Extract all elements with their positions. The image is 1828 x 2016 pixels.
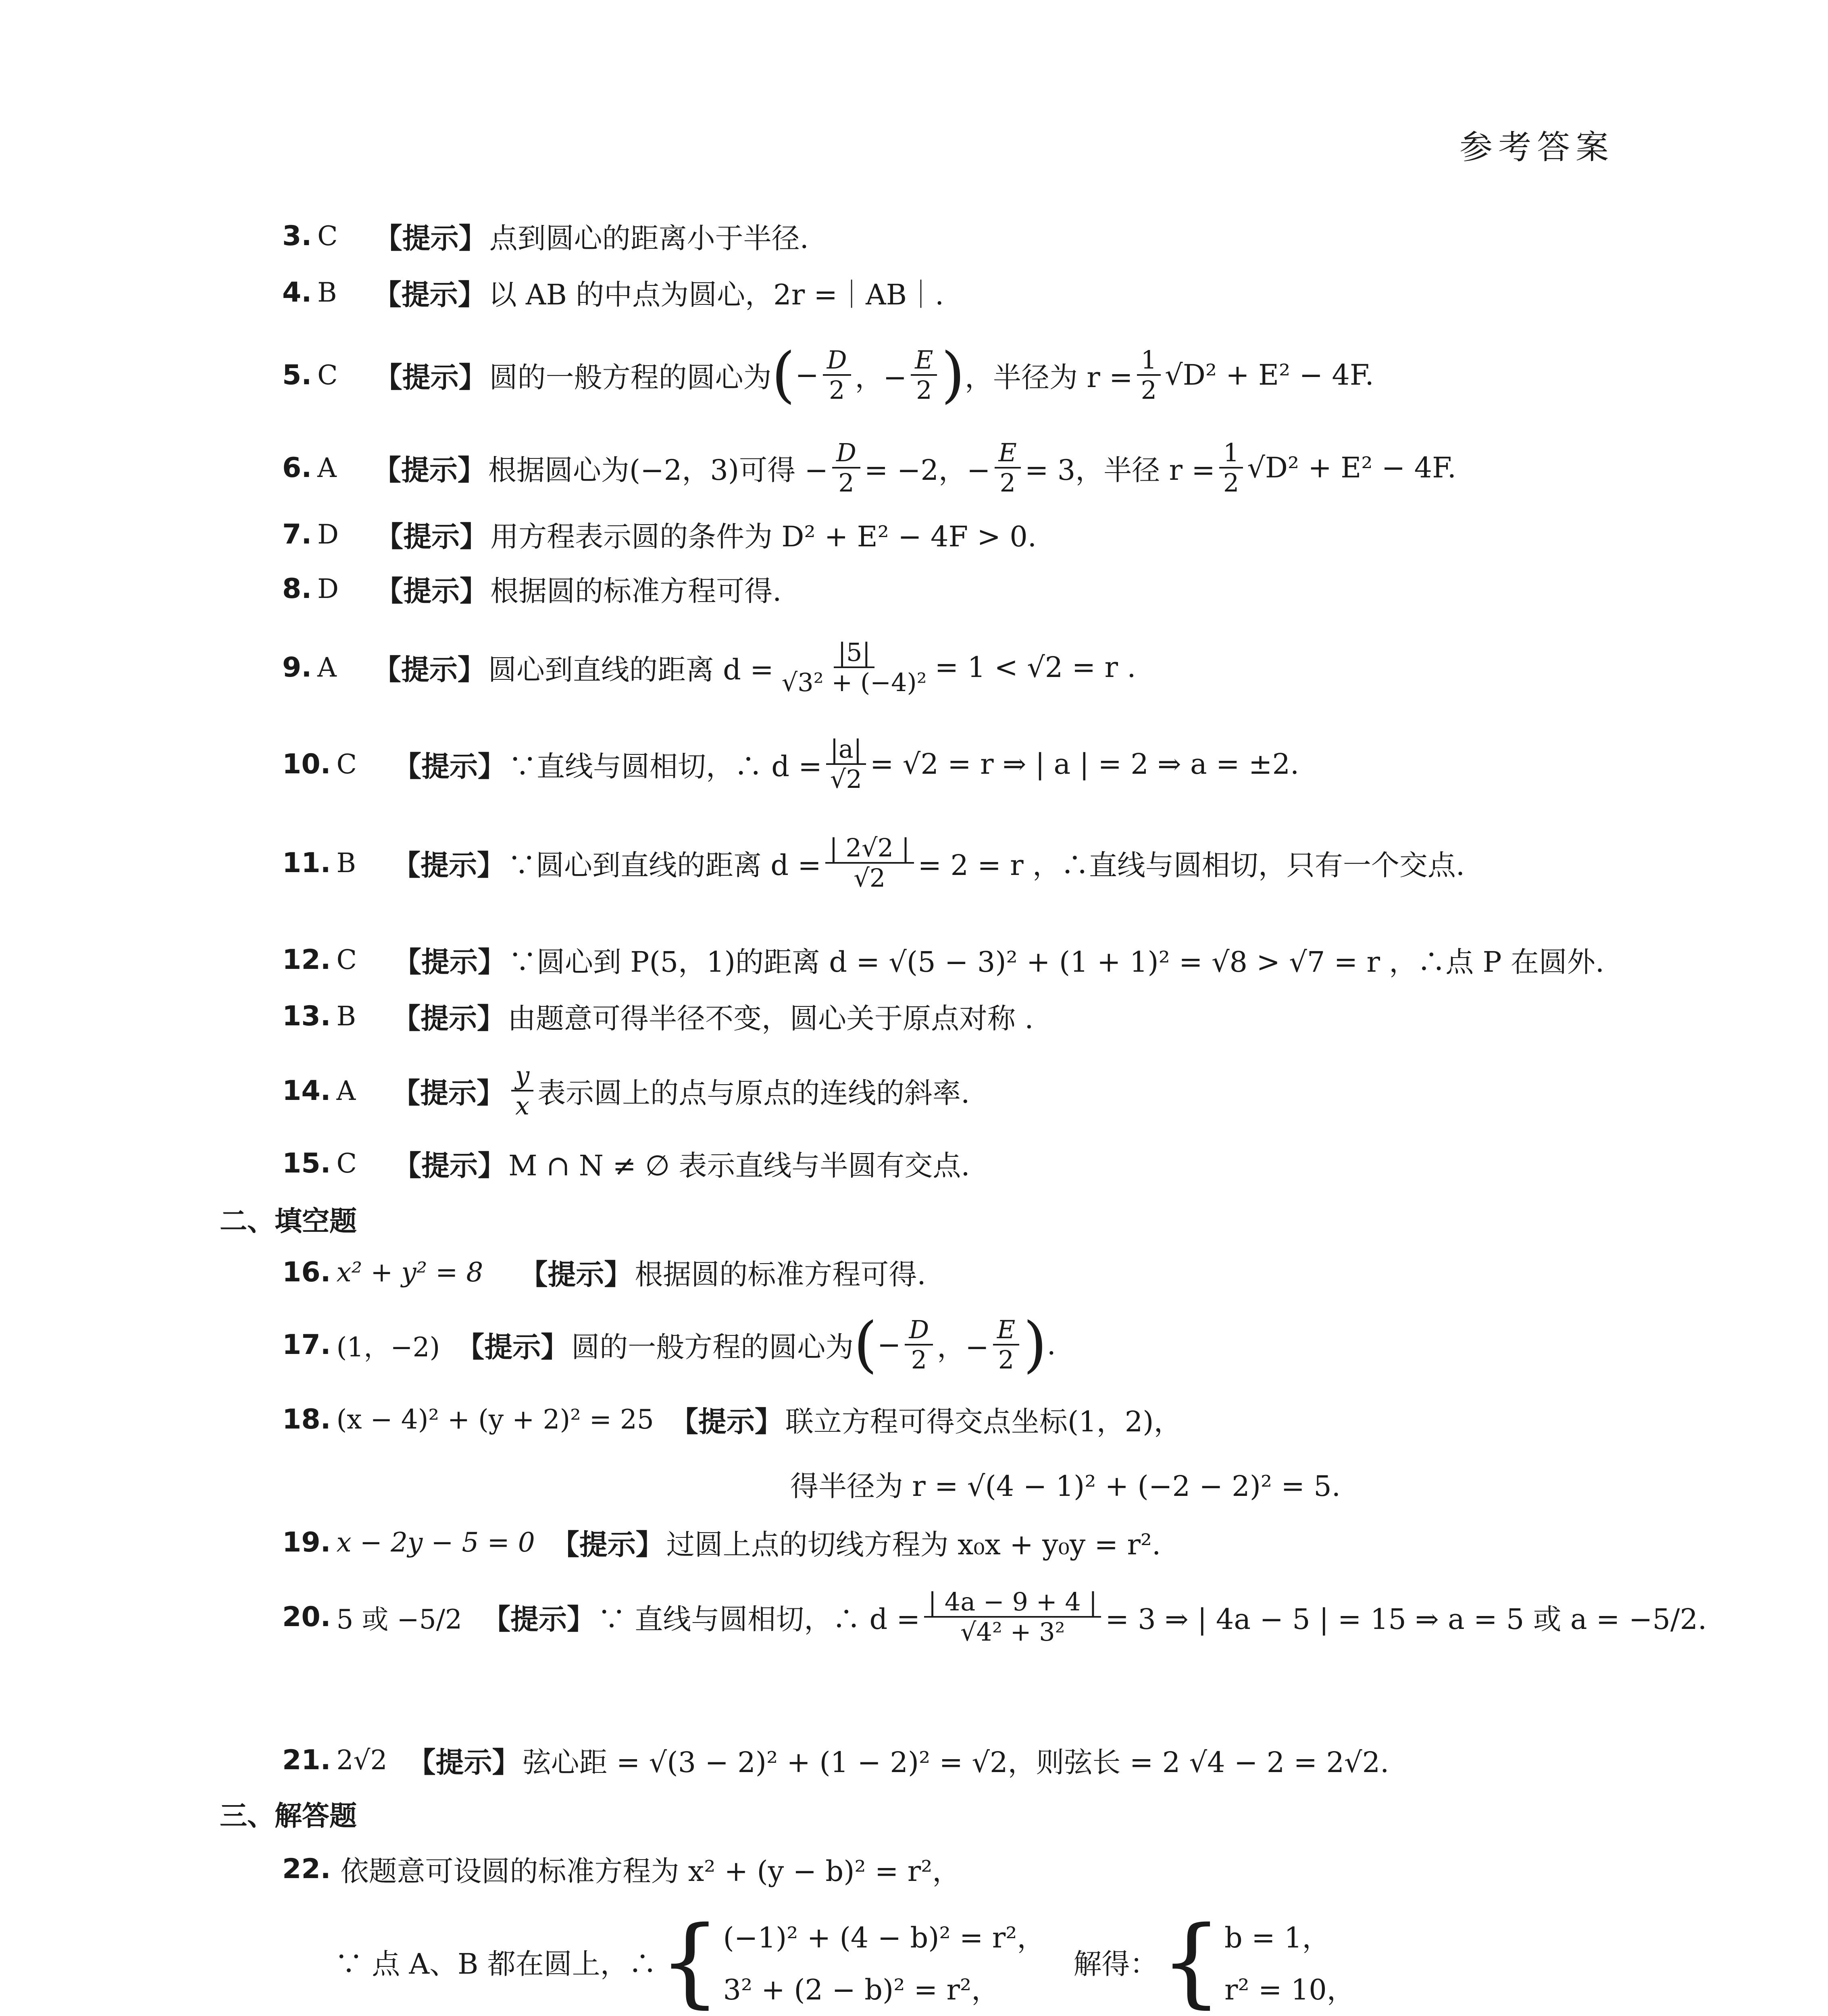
hint-label: 【提示】	[373, 453, 486, 487]
item-number: 17.	[282, 1329, 331, 1361]
item-number: 19.	[282, 1526, 331, 1558]
item-answer: (1，−2)	[336, 1331, 440, 1363]
item-answer: x − 2y − 5 = 0	[336, 1527, 535, 1558]
fraction-d-over-2: $\frac{D}{2}$	[823, 346, 851, 405]
answer-item-4	[282, 266, 944, 319]
solution-text: 依题意可设圆的标准方程为 x² + (y − b)² = r²，	[340, 1854, 961, 1888]
item-answer: C	[336, 1148, 357, 1179]
answer-item-12	[282, 933, 1604, 986]
hint-label: 【提示】	[373, 277, 486, 311]
hint-text-a: ∵ 直线与圆相切，∴ d =	[597, 1602, 920, 1636]
item-number: 13.	[282, 1000, 331, 1032]
solution-2: r² = 10，	[1224, 1973, 1355, 2006]
hint-text-b: = 1 < √2 = r .	[935, 651, 1136, 684]
hint-text: 过圆上点的切线方程为 x₀x + y₀y = r².	[666, 1528, 1161, 1561]
left-paren: (	[854, 1310, 877, 1380]
item-answer: B	[317, 277, 337, 308]
item-answer: C	[317, 359, 338, 391]
item-number: 21.	[282, 1744, 331, 1776]
item-number: 4.	[282, 276, 312, 308]
denominator: √3² + (−4)²	[781, 668, 927, 697]
hint-label: 【提示】	[373, 652, 486, 686]
hint-text: 点到圆心的距离小于半径.	[489, 221, 809, 255]
hint-text-a: 根据圆心为(−2，3)可得 −	[488, 453, 829, 487]
numerator: | 4a − 9 + 4 |	[924, 1587, 1101, 1618]
item-answer: A	[336, 1075, 356, 1106]
answer-item-8	[282, 562, 781, 615]
item-answer: (x − 4)² + (y + 2)² = 25	[336, 1404, 654, 1435]
item-answer: C	[336, 944, 357, 975]
answer-item-3	[282, 210, 809, 262]
item-number: 9.	[282, 651, 312, 683]
hint-text: 由题意可得半径不变，圆心关于原点对称 .	[507, 1002, 1034, 1035]
hint-text-a: 圆的一般方程的圆心为	[489, 360, 772, 394]
item-number: 7.	[282, 518, 312, 550]
hint-text-b: = 2 = r ，∴直线与圆相切，只有一个交点.	[918, 848, 1465, 882]
answer-item-9	[282, 627, 1136, 708]
solution-system	[1224, 1915, 1355, 2008]
hint-text: 以 AB 的中点为圆心，2r =｜AB｜.	[488, 278, 944, 311]
hint-text-c: = 3，半径 r =	[1024, 453, 1215, 487]
section-heading-solve: 三、解答题	[220, 1800, 357, 1832]
answer-item-14	[282, 1052, 970, 1129]
hint-label: 【提示】	[482, 1602, 595, 1636]
denominator: √2	[830, 764, 862, 794]
answer-item-13	[282, 990, 1034, 1042]
answer-item-5	[282, 335, 1374, 415]
item-number: 18.	[282, 1403, 331, 1435]
equation-system	[723, 1915, 1045, 2008]
distance-fraction	[778, 638, 931, 697]
item-number: 12.	[282, 943, 331, 976]
equation-2: 3² + (2 − b)² = r²，	[723, 1973, 1000, 2006]
hint-text-2: 得半径为 r = √(4 − 1)² + (−2 − 2)² = 5.	[790, 1469, 1341, 1503]
item-number: 6.	[282, 452, 312, 484]
answer-item-19	[282, 1516, 1161, 1568]
denominator: √2	[854, 863, 886, 893]
solution-22-line1	[282, 1843, 960, 1895]
hint-label: 【提示】	[670, 1404, 783, 1438]
item-answer: B	[336, 1000, 356, 1032]
denominator: x	[515, 1091, 530, 1120]
item-answer: D	[317, 519, 339, 550]
period: .	[1047, 1328, 1056, 1361]
item-number: 8.	[282, 573, 312, 605]
item-number: 11.	[282, 847, 331, 879]
hint-text-c: √D² + E² − 4F.	[1165, 358, 1374, 392]
comma: ，−	[855, 360, 907, 394]
item-answer: 2√2	[336, 1744, 387, 1776]
numerator: y	[511, 1061, 533, 1091]
hint-text-b: = √2 = r ⇒ | a | = 2 ⇒ a = ±2.	[870, 748, 1299, 781]
distance-fraction	[826, 735, 866, 794]
hint-text: 圆的一般方程的圆心为	[571, 1330, 854, 1364]
numerator: |5|	[834, 638, 874, 668]
hint-text: ∵圆心到 P(5，1)的距离 d = √(5 − 3)² + (1 + 1)² = √8 > √7 = r ，∴点 P 在圆外.	[508, 945, 1605, 979]
solution-text: 解得：	[1073, 1947, 1158, 1981]
item-number: 20.	[282, 1601, 331, 1633]
fraction-d-over-2: $\frac{D}{2}$	[905, 1315, 933, 1375]
minus-sign: −	[795, 358, 819, 392]
item-answer: A	[317, 652, 337, 683]
hint-text-b: = 3 ⇒ | 4a − 5 | = 15 ⇒ a = 5 或 a = −5/2.	[1105, 1602, 1707, 1636]
hint-text: 根据圆的标准方程可得.	[635, 1258, 926, 1291]
slope-fraction	[511, 1061, 533, 1120]
hint-text-d: √D² + E² − 4F.	[1247, 451, 1457, 484]
fraction-half: $\frac{1}{2}$	[1219, 438, 1243, 498]
item-answer: A	[317, 452, 337, 483]
item-number: 14.	[282, 1075, 331, 1107]
page-header: 参考答案	[1459, 128, 1615, 167]
item-answer: x² + y² = 8	[336, 1256, 483, 1288]
left-paren: (	[771, 340, 795, 410]
answer-item-16	[282, 1246, 926, 1298]
hint-text-a: 圆心到直线的距离 d =	[488, 653, 774, 686]
fraction-e-over-2: $\frac{E}{2}$	[995, 438, 1021, 498]
answer-item-17	[282, 1306, 1056, 1383]
hint-label: 【提示】	[392, 1076, 505, 1110]
item-number: 15.	[282, 1147, 331, 1179]
item-answer: C	[317, 220, 338, 252]
item-number: 22.	[282, 1853, 331, 1885]
comma: ，−	[937, 1330, 989, 1364]
numerator: |a|	[826, 735, 866, 765]
hint-label: 【提示】	[375, 519, 488, 553]
answer-item-7	[282, 508, 1037, 560]
fraction-e-over-2: $\frac{E}{2}$	[911, 346, 937, 405]
answer-item-6	[282, 427, 1456, 508]
distance-fraction	[825, 833, 914, 893]
left-brace: {	[1160, 1905, 1222, 2016]
hint-text: 弦心距 = √(3 − 2)² + (1 − 2)² = √2，则弦长 = 2 √4 − 2 = 2√2.	[523, 1745, 1389, 1779]
answer-item-20	[282, 1577, 1707, 1657]
hint-text: M ∩ N ≠ ∅ 表示直线与半圆有交点.	[508, 1149, 970, 1182]
fraction-half: $\frac{1}{2}$	[1137, 346, 1161, 405]
hint-label: 【提示】	[393, 1148, 506, 1182]
item-number: 3.	[282, 220, 312, 252]
hint-text: 联立方程可得交点坐标(1，2)，	[785, 1405, 1182, 1438]
minus-sign: −	[877, 1328, 901, 1361]
hint-text: 表示圆上的点与原点的连线的斜率.	[537, 1076, 970, 1110]
right-paren: )	[1023, 1310, 1047, 1380]
hint-label: 【提示】	[456, 1330, 569, 1364]
solution-text: ∵ 点 A、B 都在圆上，∴	[335, 1947, 657, 1981]
hint-label: 【提示】	[393, 749, 506, 783]
item-answer: B	[336, 847, 356, 879]
hint-text-b: ，半径为 r =	[965, 360, 1133, 394]
hint-label: 【提示】	[374, 360, 487, 394]
numerator: | 2√2 |	[825, 833, 914, 864]
item-number: 16.	[282, 1256, 331, 1288]
hint-label: 【提示】	[551, 1527, 664, 1561]
section-heading-fill: 二、填空题	[220, 1206, 357, 1237]
left-brace: {	[659, 1905, 721, 2016]
fraction-d-over-2: $\frac{D}{2}$	[832, 438, 860, 498]
answer-item-15	[282, 1137, 970, 1189]
hint-label: 【提示】	[393, 945, 506, 979]
fraction-e-over-2: $\frac{E}{2}$	[993, 1315, 1019, 1375]
solution-22-system	[335, 1903, 1355, 2016]
right-paren: )	[941, 340, 965, 410]
item-answer: 5 或 −5/2	[336, 1604, 462, 1635]
item-number: 10.	[282, 748, 331, 780]
distance-fraction	[924, 1587, 1101, 1647]
hint-label: 【提示】	[392, 1001, 505, 1035]
hint-label: 【提示】	[392, 848, 505, 882]
solution-1: b = 1，	[1224, 1921, 1330, 1954]
hint-label: 【提示】	[375, 574, 488, 608]
hint-label: 【提示】	[519, 1257, 633, 1291]
hint-text-b: = −2，−	[864, 453, 991, 487]
hint-text: 根据圆的标准方程可得.	[490, 574, 782, 608]
answer-item-10	[282, 724, 1299, 804]
hint-text-a: ∵圆心到直线的距离 d =	[507, 848, 821, 882]
answer-item-18-continuation	[790, 1458, 1341, 1510]
hint-text-a: ∵直线与圆相切，∴ d =	[508, 750, 822, 783]
answer-item-18	[282, 1393, 1182, 1445]
answer-item-11	[282, 823, 1465, 903]
answer-item-21	[282, 1734, 1389, 1786]
denominator: √4² + 3²	[960, 1617, 1065, 1647]
item-answer: C	[336, 748, 357, 780]
hint-label: 【提示】	[407, 1745, 521, 1779]
item-number: 5.	[282, 359, 312, 391]
hint-text: 用方程表示圆的条件为 D² + E² − 4F > 0.	[490, 520, 1037, 553]
item-answer: D	[317, 573, 339, 604]
equation-1: (−1)² + (4 − b)² = r²，	[723, 1921, 1045, 1954]
hint-label: 【提示】	[374, 221, 487, 255]
